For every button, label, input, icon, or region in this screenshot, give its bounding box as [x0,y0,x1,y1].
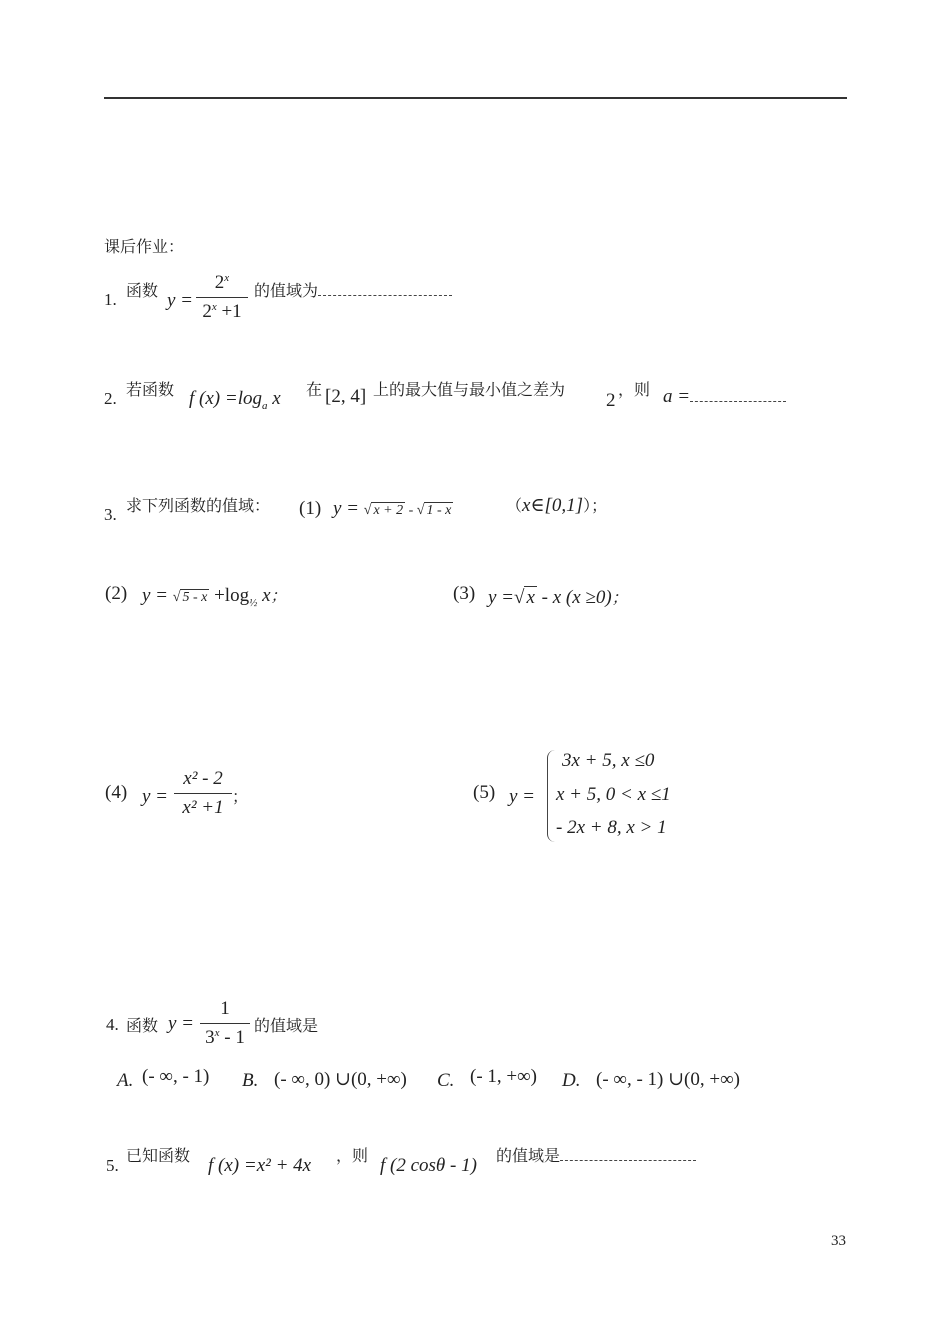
q2-in: 在 [306,380,323,399]
q2-number: 2. [104,389,117,408]
q2-answer-blank[interactable] [690,387,786,402]
q3-p1-cond: （x∈[0,1]）； [506,495,608,516]
q3-p3-label: (3) [453,583,476,604]
q3-p1-expr: y = √ x + 2 - √ 1 - x [333,498,452,519]
header-rule [104,97,847,99]
q2-a: a = [663,386,786,408]
q5-composite: f (2 cosθ - 1) [380,1155,477,1176]
q1-answer-blank[interactable] [318,281,452,296]
q3-p4-end: ； [232,787,249,806]
q5-tail: 的值域是 [496,1143,696,1166]
page-number: 33 [831,1233,846,1249]
q3-p1-label: (1) [299,498,322,519]
q3-p5-case-1: 3x + 5, x ≤0 [562,750,655,771]
q2-comma: ，则 [618,380,651,399]
q4-option-d-label[interactable]: D. [562,1070,581,1091]
q3-p5-y: y = [509,786,536,807]
q3-p5-label: (5) [473,782,496,803]
q1-number: 1. [104,290,117,309]
q4-option-c-label[interactable]: C. [437,1070,455,1091]
q2-mid: 上的最大值与最小值之差为 [373,380,566,399]
q2-lead: 若函数 [126,380,175,399]
q5-lead: 已知函数 [126,1146,191,1165]
q5-comma: ，则 [336,1146,369,1165]
q5-answer-blank[interactable] [560,1146,696,1161]
q1-y: y = [167,290,194,311]
q2-two: 2 [606,390,616,411]
q2-interval: [2, 4] [325,386,367,407]
q3-p5-brace [547,750,556,842]
q4-tail: 的值域是 [254,1016,319,1035]
q4-option-a-value: (- ∞, - 1) [142,1066,210,1087]
q3-p3-expr: y =√ x - x (x ≥0)； [488,587,628,608]
q1-lead: 函数 [126,281,159,300]
q3-p4-label: (4) [105,782,128,803]
q3-p2-expr: y = √ $5 - x +\log_{\frac{1}{2}}$ x； [142,585,287,609]
q4-y: y = [168,1013,195,1034]
q3-p4-y: y = [142,786,169,807]
q4-option-a-label[interactable]: A. [117,1070,134,1091]
q5-function: f (x) =x² + 4x [208,1155,312,1176]
q5-number: 5. [106,1156,119,1175]
q4-lead: 函数 [126,1016,159,1035]
q1-tail: 的值域为 [254,278,452,301]
q3-lead: 求下列函数的值域： [126,496,271,515]
q3-p5-case-3: - 2x + 8, x > 1 [556,817,667,838]
q2-function: f $(x) =\log_a$ x [189,388,281,412]
q4-fraction: 1 3$^x$ - 1 [200,998,250,1049]
q4-option-d-value: (- ∞, - 1) ∪(0, +∞) [596,1069,740,1090]
q4-number: 4. [106,1015,119,1034]
section-title: 课后作业： [104,237,185,256]
q3-p5-case-2: x + 5, 0 < x ≤1 [556,784,671,805]
q3-number: 3. [104,505,117,524]
q1-fraction: 2$^x$ $2^x +1$ [196,272,248,323]
q4-option-b-label[interactable]: B. [242,1070,259,1091]
q4-option-c-value: (- 1, +∞) [470,1066,537,1087]
q4-option-b-value: (- ∞, 0) ∪(0, +∞) [274,1069,407,1090]
q3-p2-label: (2) [105,583,128,604]
q3-p4-fraction: x² - 2 x² +1 [174,768,232,819]
